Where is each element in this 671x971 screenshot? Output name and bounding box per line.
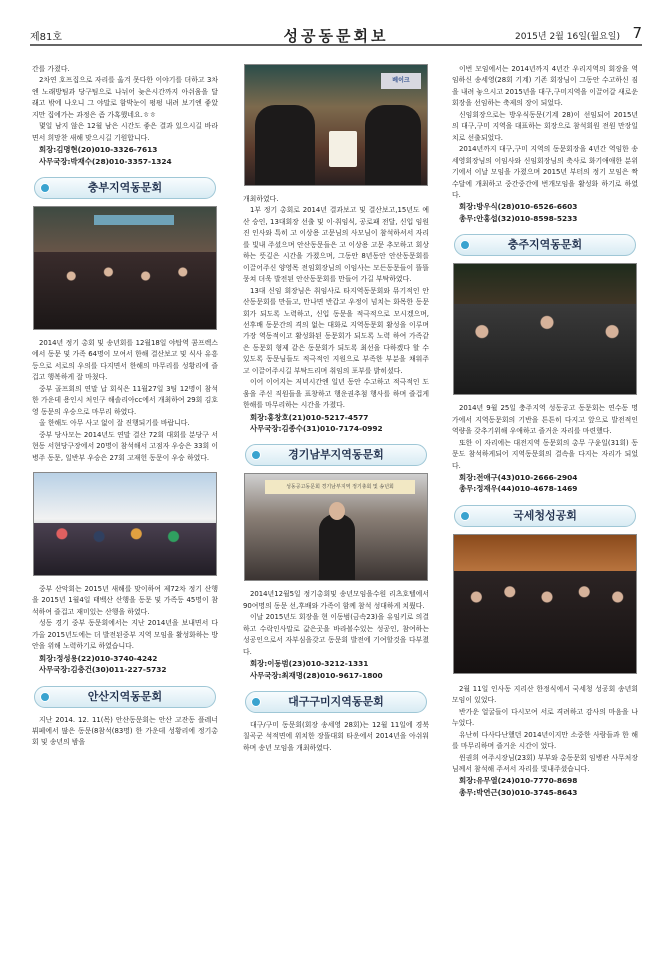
bullet-icon — [251, 697, 261, 707]
people-silhouette — [454, 304, 637, 395]
people-silhouette — [454, 571, 637, 674]
bullet-icon — [40, 183, 50, 193]
article-text: 2014년까지 대구,구미 지역의 동문회장을 4년간 역임한 송세영회장님의 이임사와 신임회장님의 축사로 화기애애한 분위기에서 이날 모임을 가졌으며 2015년 부터의 정기 모임은 짝수달에 개최하고 중간중간에 번개모임을 활성화 하기로 하였다. — [452, 145, 638, 199]
bullet-icon — [40, 692, 50, 702]
section-header — [454, 505, 636, 527]
section-header — [245, 691, 427, 713]
article-text: 윈권희 여주시장님(23회) 부부와 총동문회 임병관 사무처장님께서 참석해 주셔서 자리를 빛내주셨습니다. — [452, 753, 638, 773]
section-title: 대구구미지역동문회 — [288, 694, 384, 708]
article-text: 2014년 정기 총회 및 송년회를 12월18일 야탑역 콤프렉스에서 동문 및 가족 64명이 모여서 한해 결산보고 및 식사 유흥등으로 서로의 우의를 다지면서 한해의 마무리를 성황리에 즐겁고 행복하게 잘 마쳤다. — [32, 338, 218, 382]
article-text: 2014년 9월 25일 충주지역 성동공고 동문회는 연수동 명가에서 지역동문회의 기반을 튼튼히 다지고 앞으로 발전적인 역량을 갖추기위해 우애하고 즐거운 자리를 마련했다. — [452, 404, 638, 436]
people-silhouette — [255, 105, 315, 186]
article-text: 2차연 호프집으로 자리를 옮겨 못다한 이야기를 더하고 3차엔 노래방팀과 당구팀으로 나뉘어 늦은시간까지 아쉬움을 달래고 밖에 나오니 그 야말로 함박눈이 펑펑 내려 보기엔 좋았지만 집에가는 과정은 좀 가혹했네요.ㅎㅎ — [32, 76, 218, 119]
section-header — [245, 444, 427, 466]
contact-secretary: 총무:안홍섭(32)010-8598-5233 — [459, 213, 578, 223]
contact-secretary: 사무국장:박재수(28)010-3357-1324 — [39, 156, 172, 166]
section-title: 충부지역동문회 — [87, 180, 163, 194]
contact-secretary: 사무국장:김충건(30)011-227-5732 — [39, 665, 167, 675]
contact-secretary: 총무:정재우(44)010-4678-1469 — [459, 484, 578, 494]
photo-banner: 성동공고동문회 경기남부지역 정기총회 및 송년회 — [265, 480, 415, 494]
section-title: 충주지역동문회 — [507, 238, 583, 252]
page-number: 7 — [632, 24, 642, 42]
speaker-photo — [244, 473, 428, 581]
people-silhouette — [34, 252, 217, 330]
column-right — [452, 64, 638, 798]
contact-president: 회장:정성용(22)010-3740-4242 — [39, 653, 158, 663]
article-text: 2월 11일 인사동 지리산 한정식에서 국세청 성공회 송년회 모임이 있었다. — [452, 684, 638, 705]
article-text: 신임회장으로는 방우식동문(기계 28)이 선임되어 2015년의 대구,구미 지역을 대표하는 회장으로 참석회원 전원 만장일치로 선출되었다. — [452, 110, 638, 142]
speaker-silhouette — [319, 514, 355, 581]
article-text: 이어 이어지는 저녁시간엔 일년 동안 수고하고 적극적인 도움을 주신 직원들을 표창하고 행운권추첨 행사를 하며 즐겁게 한해를 마무리하는 시간을 가졌다. — [243, 378, 429, 410]
dinner-photo — [453, 263, 637, 395]
bullet-icon — [460, 511, 470, 521]
article-text: 간를 가졌다. — [32, 65, 70, 73]
article-text: 또한 이 자리에는 대전지역 동문회의 총무 구윤일(31회) 동문도 참석하게되어 지역동문회의 결속을 다지는 자리가 되었다. — [452, 438, 638, 470]
article-text: 이날 2015년도 회장을 현 이동범(금속23)을 유임키로 의결하고 수락인사말로 값은곳을 바라볼수있는 성공인, 참여하는 성공인으로서 자부심을갖고 동문회 발전에 기여할것을 다부졌다. — [243, 613, 429, 656]
article-text: 중부 골프회의 연말 납 회식은 11월27일 3팀 12명이 참석한 가운데 용인시 처인구 해솔리아cc에서 개최하여 29회 김호영 동문의 우승으로 마무리 하였다. — [32, 384, 218, 416]
contact-president: 회장:유무열(24)010-7770-8698 — [459, 776, 578, 786]
contact-president: 회장:김명현(20)010-3326-7613 — [39, 145, 158, 155]
article-text: 중부 당사모는 2014년도 연말 결산 72회 대회를 분당구 서현동 서현당구장에서 20명이 참석해서 고점자 우승은 33회 이병주 동문, 일반부 우승은 27회 고재헌 동문이 우승 하였다. — [32, 430, 218, 462]
ceremony-photo — [244, 64, 428, 186]
bullet-icon — [460, 240, 470, 250]
article-text: 2014년12월5일 정기총회및 송년모임을수원 리츠호텔에서 90여명의 동문 선,후배와 가족이 함께 참석 성대하게 치뤘다. — [243, 590, 429, 610]
article-text: 이번 모임에서는 2014년까지 4년간 우리지역의 회장을 역임하신 송세영(28회 기계) 기존 회장님이 그동안 수고하신 짐을 내려 놓으시고 2015년을 대구,구미지역을 이끌어갈 새로운 회장을 선임하는 축제의 장이 되었다. — [452, 65, 638, 108]
contact-secretary: 총무:박연근(30)010-3745-8643 — [459, 787, 578, 797]
article-text: 지난 2014. 12. 11(목) 안산동문회는 안산 고잔동 플레너 뷔페에서 많은 동문(8참석(83명) 한 가운데 성황리에 정기총회 및 송년의 밤을 — [32, 715, 218, 747]
page-header — [30, 24, 642, 46]
article-text: 중부 산악회는 2015년 새해를 맞이하여 제72차 정기 산행을 2015년 1월4일 태백산 산행을 동문 및 가족등 45명이 참석하여 즐겁고 재미있는 산행을 하였다. — [32, 584, 218, 616]
newsletter-title: 성공동문회보 — [283, 27, 389, 45]
article-text: 유난히 다사다난했던 2014년이지만 소중한 사람들과 한 해를 마무리하며 즐거운 시간이 었다. — [452, 730, 638, 751]
article-text: 개최하였다. — [243, 195, 279, 203]
contact-president: 회장:홍창호(21)010-5217-4577 — [250, 412, 369, 422]
article-text: 성동 경기 중부 동문회에서는 지난 2014년을 보내면서 다가올 2015년도에는 더 발전된중부 지역 모임을 활성화하는 방안을 위해 노력하기로 하였습니다. — [32, 619, 218, 651]
column-left — [32, 64, 218, 749]
section-title: 안산지역동문회 — [87, 689, 163, 703]
issue-date: 2015년 2월 16일(월요일) — [515, 32, 620, 42]
section-header — [34, 686, 216, 708]
contact-president: 회장:방우식(28)010-6526-6603 — [459, 202, 578, 212]
contact-secretary: 사무국장:김종수(31)010-7174-0992 — [250, 424, 383, 434]
photo-banner: 베이크 — [381, 73, 421, 89]
article-text: 반가운 얼굴들이 다시모여 서로 격려하고 감사의 마음을 나누었다. — [452, 707, 638, 728]
article-text: 대구/구미 동문회(회장 송세영 28회)는 12월 11일에 경북 칠곡군 석적면에 위치한 장뜰대회 타운에서 2014년을 아쉬워하며 송년 모임을 개최하였다. — [243, 720, 429, 752]
cake — [329, 131, 357, 167]
section-header — [454, 234, 636, 256]
article-text: 1부 정기 총회로 2014년 결과보고 및 결산보고,15년도 예산 승인, 13대회장 선출 및 이·취임식, 공로패 전달, 신입 임원진 인사와 특히 고 이상용 고문님의 사모님이 참석하셔서 자리를 빛내 주셨으며 안산동문들은 고 이상용 고문 추모하고 회상하는 뜻깊은 시간을 가졌으며, 그동안 8년동안 안산동문회를 이끌어주신 양영목 전임회장님의 이임사는 모든동문들이 뜰뜰뭉쳐 더욱 발전된 안산동문회를 만들어 가길 부탁하였다. — [243, 206, 429, 284]
banquet-photo — [453, 534, 637, 674]
article-text: 13대 신임 회장님은 취임사로 타지역동문회와 뮤기적인 안산동문회를 만들고, 만나면 반갑고 우정이 넘치는 화목한 동문회가 되도록 노력하고, 신입 동문을 적극적으로 모시겠으며, 선후배 동문간의 격의 없는 대화로 지역동문회 활성을 이루며 가장 역동적이고 활성화된 동문회가 되도록 노력 하여 가족같은 동문회 형제 같은 동문회가 되도록 최선을 다하겠다 할 수 있도록 동문님들도 적극적인 지원으로 부족한 부분을 채워주고 이끌어주시길 부탁드리며 취임의 포부를 밝히셨다. — [243, 286, 429, 375]
column-middle — [243, 64, 429, 754]
article-text: 몇일 남지 않은 12월 남은 시간도 좋은 결과 있으시길 바라면서 희망찬 새해 맞으시길 기원합니다. — [32, 122, 218, 142]
contact-secretary: 사무국장:최재명(28)010-9617-1800 — [250, 670, 383, 680]
photo-banner — [94, 215, 174, 225]
article-text: 올 한해도 아무 사고 없이 잘 진행되기를 바랍니다. — [39, 419, 190, 428]
contact-president: 회장:이동범(23)010-3212-1331 — [250, 659, 369, 669]
issue-number: 제81호 — [30, 32, 63, 43]
section-title: 국세청성공회 — [513, 508, 577, 522]
people-silhouette — [365, 105, 421, 186]
bullet-icon — [251, 450, 261, 460]
group-photo — [33, 206, 217, 330]
people-silhouette — [34, 523, 217, 576]
contact-president: 회장:전애구(43)010-2666-2904 — [459, 472, 578, 482]
hiking-photo — [33, 472, 217, 576]
section-header — [34, 177, 216, 199]
section-title: 경기남부지역동문회 — [288, 448, 384, 462]
